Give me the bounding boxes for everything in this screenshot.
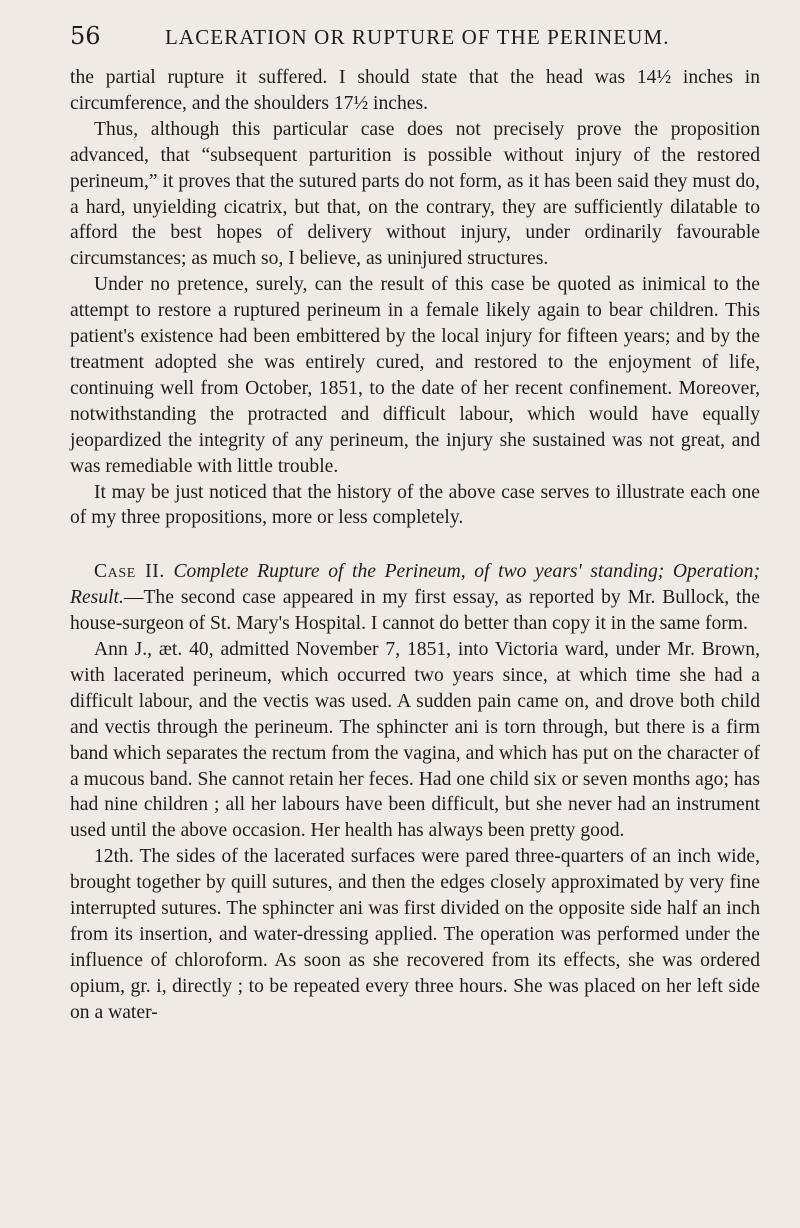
case-label: Case II. <box>94 561 165 583</box>
case-intro-text: The second case appeared in my first essay, as reported by Mr. Bullock, the house-surgeon of St. Mary's Hospital. I cannot do better than copy it in the same form. <box>70 587 760 635</box>
paragraph: Ann J., æt. 40, admitted November 7, 1851, into Victoria ward, under Mr. Brown, with lacerated perineum, which occurred two years since, at which time she had a difficult labour, and the vectis was used. A sudden pain came on, and drove both child and vectis through the perineum. The sphincter ani is torn through, but there is a firm band which separates the rectum from the vagina, and which has put on the character of a mucous band. She cannot retain her feces. Had one child six or seven months ago; has had nine children ; all her labours have been difficult, but she never had an instrument used until the above occasion. Her health has always been pretty good. <box>70 639 760 842</box>
case-dash: — <box>123 587 144 609</box>
paragraph: the partial rupture it suffered. I should state that the head was 14½ inches in circumference, and the shoulders 17½ inches. <box>70 67 760 114</box>
paragraph: Thus, although this particular case does not precisely prove the proposition advanced, that “subsequent parturition is possible without injury of the restored perineum,” it proves that the sutured parts do not form, as it has been said they must do, a hard, unyielding cicatrix, but that, on the contrary, they are sufficiently dilatable to afford the best hopes of delivery without injury, under ordinarily favourable circumstances; as much so, I believe, as uninjured structures. <box>70 118 760 270</box>
paragraph: 12th. The sides of the lacerated surfaces were pared three-quarters of an inch wide, brought together by quill sutures, and then the edges closely approximated by very fine interrupted sutures. The sphincter ani was first divided on the opposite side half an inch from its insertion, and water-dressing applied. The operation was performed under the influence of chloroform. As soon as she recovered from its effects, she was ordered opium, gr. i, directly ; to be repeated every three hours. She was placed on her left side on a water- <box>70 846 760 1023</box>
page-number: 56 <box>70 22 101 50</box>
paragraph: Under no pretence, surely, can the result of this case be quoted as inimical to the attempt to restore a ruptured perineum in a female likely again to bear children. This patient's existence had been embittered by the local injury for fifteen years; and by the treatment adopted she was entirely cured, and restored to the enjoyment of life, continuing well from October, 1851, to the date of her recent confinement. Moreover, notwithstanding the protracted and difficult labour, which would have equally jeopardized the integrity of any perineum, the injury she sustained was not great, and was remediable with little trouble. <box>70 274 760 477</box>
running-title: LACERATION OR RUPTURE OF THE PERINEUM. <box>165 25 670 49</box>
case-paragraph <box>70 559 760 637</box>
paragraph: It may be just noticed that the history of the above case serves to illustrate each one of my three propositions, more or less completely. <box>70 481 760 529</box>
running-head <box>70 22 760 51</box>
case-title: Complete Rupture of the Perineum, of two years' standing; Operation; Result. <box>70 561 760 609</box>
body-text <box>70 65 760 1026</box>
